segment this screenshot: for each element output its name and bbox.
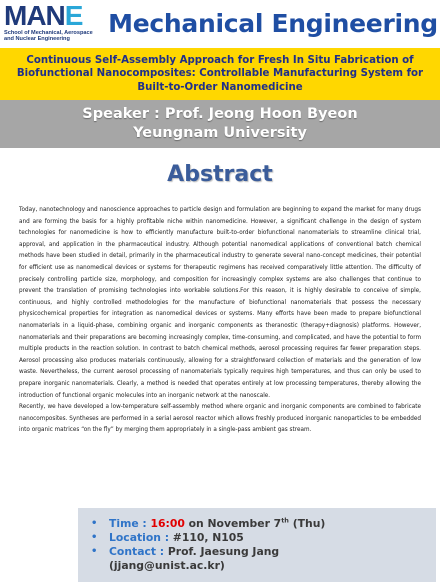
- speaker-banner: [0, 100, 440, 148]
- time-date: on November 7: [188, 517, 282, 530]
- time-label: Time :: [109, 517, 147, 530]
- speaker-affiliation: Yeungnam University: [133, 125, 307, 141]
- mane-logo: [4, 0, 106, 45]
- bullet-icon: •: [91, 546, 98, 557]
- speaker-name: Speaker : Prof. Jeong Hoon Byeon: [82, 106, 358, 122]
- info-contact: [78, 545, 436, 559]
- event-info-list: [78, 508, 436, 573]
- contact-label: Contact :: [109, 545, 165, 558]
- logo-subtitle: [4, 30, 108, 43]
- info-location: [78, 531, 436, 545]
- time-value: 16:00: [150, 517, 185, 530]
- bullet-icon: •: [91, 518, 98, 529]
- info-time: [78, 517, 436, 531]
- logo-letters-accent: E: [64, 0, 83, 31]
- header: [0, 0, 440, 48]
- location-value: #110, N105: [172, 531, 244, 544]
- logo-letters-main: MAN: [4, 0, 65, 31]
- bullet-icon: •: [91, 532, 98, 543]
- logo-subtitle-line1: School of Mechanical, Aerospace: [4, 30, 93, 36]
- logo-subtitle-line2: and Nuclear Engineering: [4, 36, 70, 43]
- location-label: Location :: [109, 531, 170, 544]
- seminar-title-banner: [0, 48, 440, 100]
- time-date-suffix: th: [281, 516, 289, 525]
- seminar-title: Continuous Self-Assembly Approach for Fresh In Situ Fabrication of Biofunctional Nanocomposites: Controllable Manufacturing System for Built-to-Order Nanomedicine: [16, 54, 424, 93]
- info-contact-email: [78, 559, 436, 573]
- abstract-heading: Abstract: [167, 162, 273, 187]
- abstract-paragraph-2: Recently, we have developed a low-temperature self-assembly method where organic and inorganic components are combined to fabricate nanocomposites. Syntheses are performed in a serial aerosol reactor which allows freshly produced inorganic nanoparticles to be embedded into organic matrices “on the fly” by merging them appropriately in a single-pass ambient gas stream.: [19, 404, 421, 434]
- contact-email[interactable]: (jjang@unist.ac.kr): [109, 559, 225, 572]
- abstract-body: [19, 205, 421, 437]
- abstract-paragraph-1: Today, nanotechnology and nanoscience approaches to particle design and formulation are beginning to expand the market for many drugs and are forming the basis for a highly profitable niche within nanomedicine. However, a significant challenge in the design of system technologies for nanomedicine is how to efficiently manufacture built-to-order biofunctional nanomaterials to streamline clinical trial, approval, and application in the pharmaceutical industry. Although potential nanomedical applications of conventional batch chemical methods have been studied in detail, primarily in the pharmaceutical industry to generate several nano-concept medicines, their potential for efficient use as nanomedical devices or systems for therapeutic regimens has received comparatively little attention. The difficulty of precisely controlling particle size, morphology, and composition for increasingly complex systems are also challenges that continue to prevent the translation of promising technologies into workable solutions.For this reason, it is highly desirable to conceive of simple, continuous, and highly controlled methodologies for the manufacture of biofunctional nanomaterials that possess the necessary physicochemical properties for integration as nanomedical devices or systems. Many efforts have been made to prepare biofunctional nanomaterials in a liquid-phase, combining organic and inorganic components as theranostic (therapy+diagnosis) platforms. However, nanomaterials and their preparations are becoming increasingly complex, time-consuming, and complicated, and have the potential to form multiple products in the reaction solution. In contrast to batch chemical methods, aerosol processing requires far fewer preparation steps. Aerosol processing also produces materials continuously, allowing for a straightforward collection of materials and the generation of low waste. Nevertheless, the current aerosol processing of nanomaterials typically requires high temperatures, and thus can only be used to prepare inorganic nanomaterials. Clearly, a method is needed that operates entirely at low processing temperatures, thereby allowing the introduction of functional organic molecules into an inorganic network at the nanoscale.: [19, 207, 421, 399]
- time-weekday: (Thu): [292, 517, 326, 530]
- event-info-box: [78, 508, 436, 582]
- logo-letters: [4, 0, 106, 31]
- department-title: Mechanical Engineering: [108, 9, 438, 38]
- contact-value: Prof. Jaesung Jang: [167, 545, 280, 558]
